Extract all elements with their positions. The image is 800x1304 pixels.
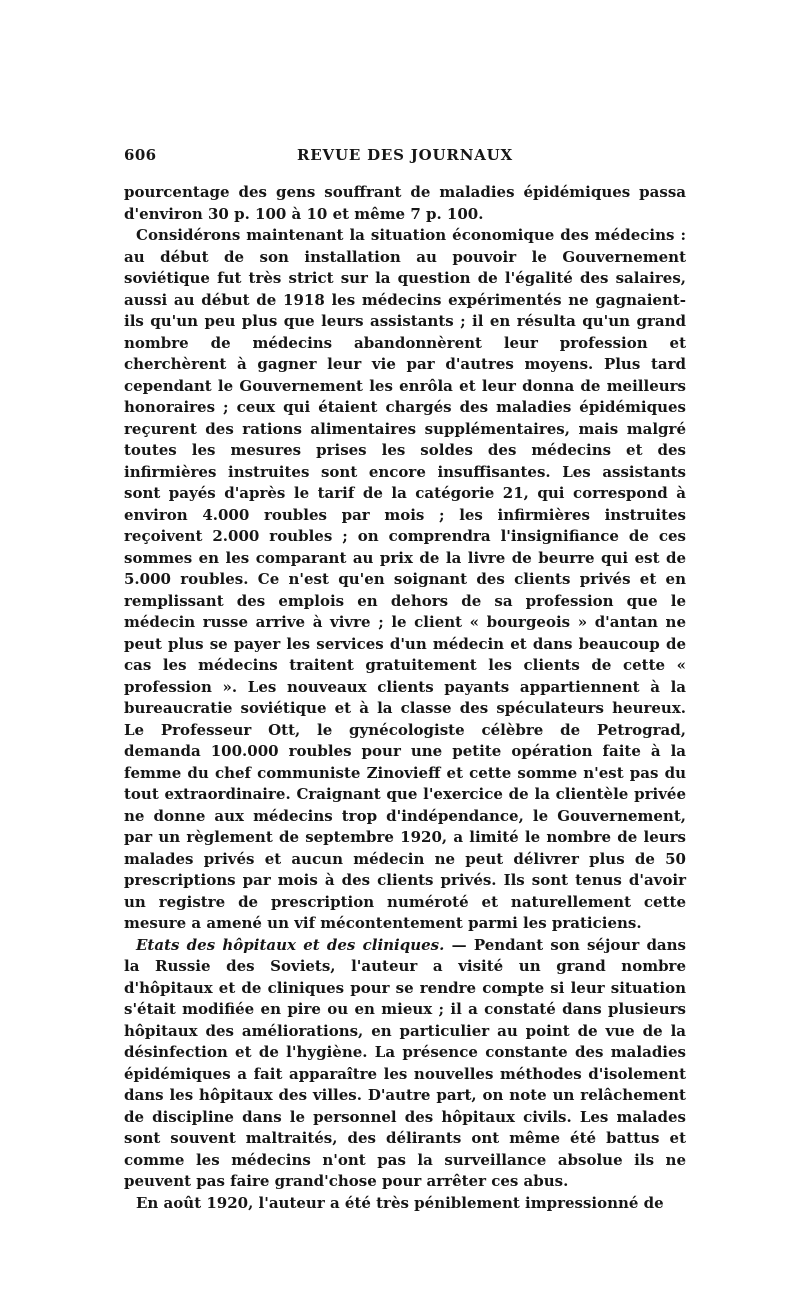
document-page xyxy=(124,140,686,1214)
paragraph-hospitals xyxy=(124,935,686,1193)
paragraph-august-1920 xyxy=(124,1193,686,1215)
paragraph-text: — Pendant son séjour dans la Russie des Soviets, l'auteur a visité un grand nombre d'hôpitaux et de cliniques pour se rendre compte si leur situation s'était modifiée en pire ou en mieux ; il a constaté dans plusieurs hôpitaux des améliorations, en particulier au point de vue de la désinfection et de l'hygiène. La présence constante des maladies épidémiques a fait apparaître les nouvelles méthodes d'isolement dans les hôpitaux des villes. D'autre part, on note un relâchement de discipline dans le personnel des hôpitaux civils. Les malades sont souvent maltraités, des délirants ont même été battus et comme les médecins n'ont pas la surveillance absolue ils ne peuvent pas faire grand'chose pour arrêter ces abus. xyxy=(124,935,687,1190)
paragraph-text: En août 1920, l'auteur a été très péniblement impressionné de xyxy=(136,1193,664,1212)
article-body xyxy=(124,182,686,1214)
paragraph-continuation xyxy=(124,182,686,225)
running-header xyxy=(124,140,686,168)
paragraph-text: pourcentage des gens souffrant de maladies épidémiques passa d'environ 30 p. 100 à 10 et même 7 p. 100. xyxy=(124,183,686,223)
paragraph-text: Considérons maintenant la situation économique des médecins : au début de son installation au pouvoir le Gouvernement soviétique fut très strict sur la question de l'égalité des salaires, aussi au début de 1918 les médecins expérimentés ne gagnaient-ils qu'un peu plus que leurs assistants ; il en résulta qu'un grand nombre de médecins abandonnèrent leur profession et cherchèrent à gagner leur vie par d'autres moyens. Plus tard cependant le Gouvernement les enrôla et leur donna de meilleurs honoraires ; ceux qui étaient chargés des maladies épidémiques reçurent des rations alimentaires supplémentaires, mais malgré toutes les mesures prises les soldes des médecins et des infirmières instruites sont encore insuffisantes. Les assistants sont payés d'après le tarif de la catégorie 21, qui correspond à environ 4.000 roubles par mois ; les infirmières instruites reçoivent 2.000 roubles ; on comprendra l'insignifiance de ces sommes en les comparant au prix de la livre de beurre qui est de 5.000 roubles. Ce n'est qu'en soignant des clients privés et en remplissant des emplois en dehors de sa profession que le médecin russe arrive à vivre ; le client « bourgeois » d'antan ne peut plus se payer les services d'un médecin et dans beaucoup de cas les médecins traitent gratuitement les clients de cette « profession ». Les nouveaux clients payants appartiennent à la bureaucratie soviétique et à la classe des spéculateurs heureux. Le Professeur Ott, le gynécologiste célèbre de Petrograd, demanda 100.000 roubles pour une petite opération faite à la femme du chef communiste Zinovieff et cette somme n'est pas du tout extraordinaire. Craignant que l'exercice de la clientèle privée ne donne aux médecins trop d'indépendance, le Gouvernement, par un règlement de septembre 1920, a limité le nombre de leurs malades privés et aucun médecin ne peut délivrer plus de 50 prescriptions par mois à des clients privés. Ils sont tenus d'avoir un registre de prescription numéroté et naturellement cette mesure a amené un vif mécontentement parmi les praticiens. xyxy=(124,226,686,932)
paragraph-economic-situation xyxy=(124,225,686,935)
section-heading: Etats des hôpitaux et des cliniques. xyxy=(136,935,445,954)
journal-title: REVUE DES JOURNAUX xyxy=(297,146,513,164)
page-number: 606 xyxy=(124,146,157,164)
